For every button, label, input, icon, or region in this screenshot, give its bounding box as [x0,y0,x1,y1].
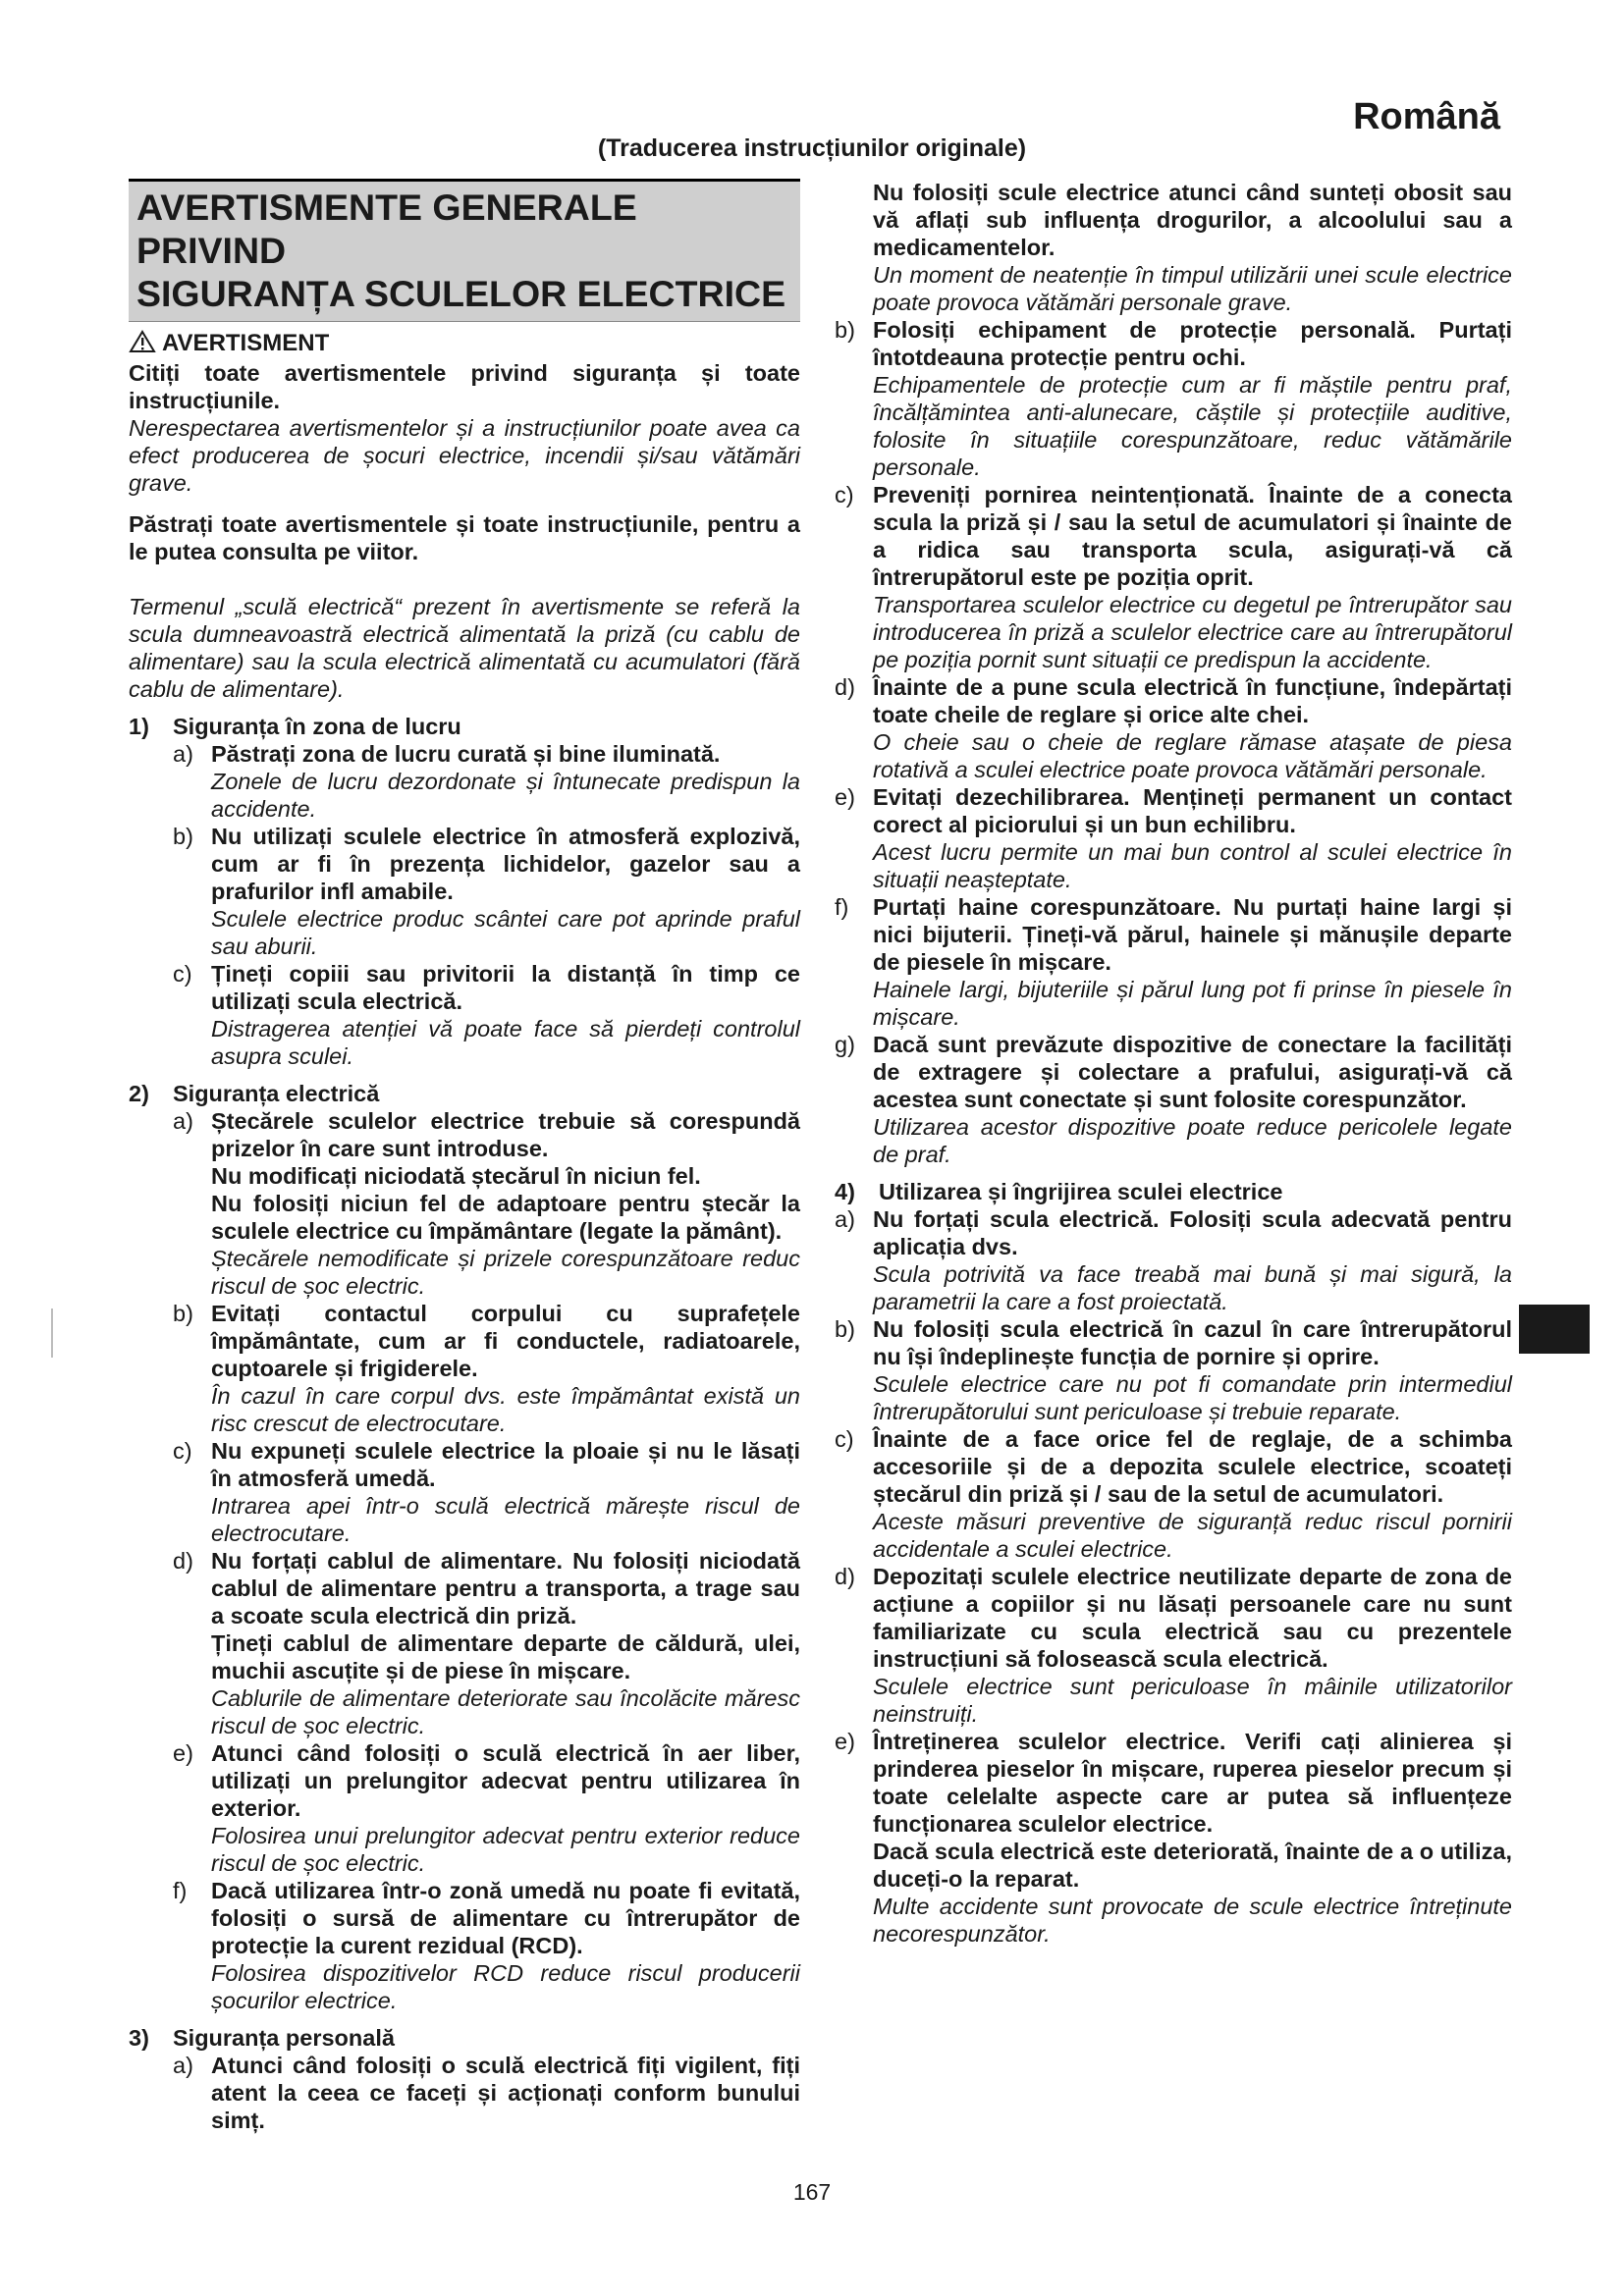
list-item: a) Atunci când folosiți o sculă electrică fiți vigilent, fiți atent la ceea ce faceți și acționați conform bunului simț. [173,2053,800,2133]
warning-consequence: Nerespectarea avertismentelor și a instrucțiunilor poate avea ca efect producerea de șocuri electrice, incendii și/sau vătămări grave. [129,415,800,496]
section-2-heading: 2) Siguranța electrică [129,1081,380,1106]
list-item: g) Dacă sunt prevăzute dispozitive de conectare la facilități de extragere și colectare a prafului, asigurați-vă că acestea sunt conectate și sunt folosite corespunzător. Utilizarea acestor dispozitive poate reduce pericolele legate de praf. [835,1032,1512,1167]
section-3-heading: 3) Siguranța personală [129,2025,395,2051]
warning-read-all: Citiți toate avertismentele privind siguranța și toate instrucțiunile. [129,360,800,413]
left-column [129,179,800,2134]
warning-keep: Păstrați toate avertismentele și toate instrucțiunile, pentru a le putea consulta pe viitor. [129,511,800,564]
list-item: b) Evitați contactul corpului cu suprafețele împământate, cum ar fi conductele, radiatoarele, cuptoarele și frigiderele. În cazul în care corpul dvs. este împământat există un risc crescut de electrocutare. [173,1301,800,1436]
right-column [835,179,1512,1948]
section-title [129,179,800,322]
list-item: c) Înainte de a face orice fel de reglaje, de a schimba accesoriile și de a depozita sculele electrice, scoateți ștecărul din priză și / sau de la setul de acumulatori. Aceste măsuri preventive de siguranță reduc riscul pornirii accidentale a sculei electrice. [835,1426,1512,1562]
language-label: Română [1353,96,1500,137]
list-item: a) Nu forțați scula electrică. Folosiți scula adecvată pentru aplicația dvs. Scula potrivită va face treabă mai bună și mai sigură, la parametrii la care a fost proiectată. [835,1206,1512,1314]
list-item: a) Păstrați zona de lucru curată și bine iluminată. Zonele de lucru dezordonate și întunecate predispun la accidente. [173,741,800,822]
list-item: d) Depozitați sculele electrice neutilizate departe de zona de acțiune a copiilor și nu lăsați persoanele care nu sunt familiarizate cu scula electrică sau cu prezentele instrucțiuni să folosească scula electrică. Sculele electrice sunt periculoase în mâinile utilizatorilor neinstruiți. [835,1564,1512,1727]
list-item: e) Evitați dezechilibrarea. Mențineți permanent un contact corect al piciorului și un bun echilibru. Acest lucru permite un mai bun control al sculei electrice în situații neașteptate. [835,784,1512,892]
page-number: 167 [792,2179,832,2205]
list-item: a) Ștecărele sculelor electrice trebuie să corespundă prizelor în care sunt introduse. Nu modificați niciodată ștecărul în niciun fel. Nu folosiți niciun fel de adaptoare pentru ștecăr la sculele electrice cu împământare (legate la pământ). Ștecărele nemodificate și prizele corespunzătoare reduc riscul de șoc electric. [173,1108,800,1299]
list-item: e) Întreținerea sculelor electrice. Verifi cați alinierea și prinderea pieselor în mișcare, ruperea pieselor precum și toate celelalte aspecte care ar putea să influențeze funcționarea sculelor electrice. Dacă scula electrică este deteriorată, înainte de a o utiliza, duceți-o la reparat. Multe accidente sunt provocate de scule electrice întreținute necorespunzător. [835,1729,1512,1947]
list-item: d) Înainte de a pune scula electrică în funcțiune, îndepărtați toate cheile de reglare și orice alte chei. O cheie sau o cheie de reglare rămase atașate de piesa rotativă a sculei electrice poate provoca vătămări personale. [835,674,1512,782]
list-item: c) Nu expuneți sculele electrice la ploaie și nu le lăsați în atmosferă umedă. Intrarea apei într-o sculă electrică mărește riscul de electrocutare. [173,1438,800,1546]
list-item: f) Purtați haine corespunzătoare. Nu purtați haine largi și nici bijuterii. Țineți-vă părul, hainele și mănușile departe de piesele în mișcare. Hainele largi, bijuteriile și părul lung pot fi prinse în piesele în mișcare. [835,894,1512,1030]
list-item: b) Folosiți echipament de protecție personală. Purtați întotdeauna protecție pentru ochi. Echipamentele de protecție cum ar fi măștile pentru praf, încălțămintea anti-alunecare, căștile și protecțiile auditive, folosite în situațiile corespunzătoare, reduc vătămările personale. [835,317,1512,480]
warning-triangle-icon [129,330,156,353]
title-line-2: SIGURANȚA SCULELOR ELECTRICE [136,273,786,314]
list-item: b) Nu utilizați sculele electrice în atmosferă explozivă, cum ar fi în prezența lichidelor, gazelor sau a prafurilor infl amabile. Sculele electrice produc scântei care pot aprinde praful sau aburii. [173,824,800,959]
list-item: Nu folosiți scule electrice atunci când sunteți obosit sau vă aflați sub influența drogurilor, a alcoolului sau a medicamentelor. Un moment de neatenție în timpul utilizării unei scule electrice poate provoca vătămări personale grave. [873,180,1512,315]
language-tab-marker [1519,1305,1590,1354]
document-subtitle: (Traducerea instrucțiunilor originale) [597,134,1027,162]
list-item: d) Nu forțați cablul de alimentare. Nu folosiți niciodată cablul de alimentare pentru a transporta, a trage sau a scoate scula electrică din priză. Țineți cablul de alimentare departe de căldură, ulei, muchii ascuțite și de piese în mișcare. Cablurile de alimentare deteriorate sau încolăcite măresc riscul de șoc electric. [173,1548,800,1738]
list-item: f) Dacă utilizarea într-o zonă umedă nu poate fi evitată, folosiți o sursă de alimentare cu întrerupător de protecție la curent rezidual (RCD). Folosirea dispozitivelor RCD reduce riscul producerii șocurilor electrice. [173,1878,800,2013]
warning-term: Termenul „sculă electrică“ prezent în avertismente se referă la scula dumneavoastră electrică alimentată la priză (cu cablu de alimentare) sau la scula electrică alimentată cu acumulatori (fără cablu de alimentare). [129,594,800,702]
list-item: c) Preveniți pornirea neintenționată. Înainte de a conecta scula la priză și / sau la setul de acumulatori și înainte de a ridica sau transporta scula, asigurați-vă că întrerupătorul este pe poziția oprit. Transportarea sculelor electrice cu degetul pe întrerupător sau introducerea în priză a sculelor electrice care au întrerupătorul pe poziția pornit sunt situații ce predispun la accidente. [835,482,1512,672]
section-1-heading: 1) Siguranța în zona de lucru [129,714,461,739]
list-item: b) Nu folosiți scula electrică în cazul în care întrerupătorul nu își îndeplinește funcția de pornire și oprire. Sculele electrice care nu pot fi comandate prin intermediul întrerupătorului sunt periculoase și trebuie reparate. [835,1316,1512,1424]
warning-header [129,330,800,357]
title-line-1: AVERTISMENTE GENERALE PRIVIND [136,187,637,271]
list-item: e) Atunci când folosiți o sculă electrică în aer liber, utilizați un prelungitor adecvat pentru utilizarea în exterior. Folosirea unui prelungitor adecvat pentru exterior reduce riscul de șoc electric. [173,1740,800,1876]
section-4-heading: 4) Utilizarea și îngrijirea sculei electrice [835,1179,1283,1204]
warning-label: AVERTISMENT [162,330,330,356]
list-item: c) Țineți copiii sau privitorii la distanță în timp ce utilizați scula electrică. Distragerea atenției vă poate face să pierdeți controlul asupra sculei. [173,961,800,1069]
margin-mark [51,1308,53,1358]
